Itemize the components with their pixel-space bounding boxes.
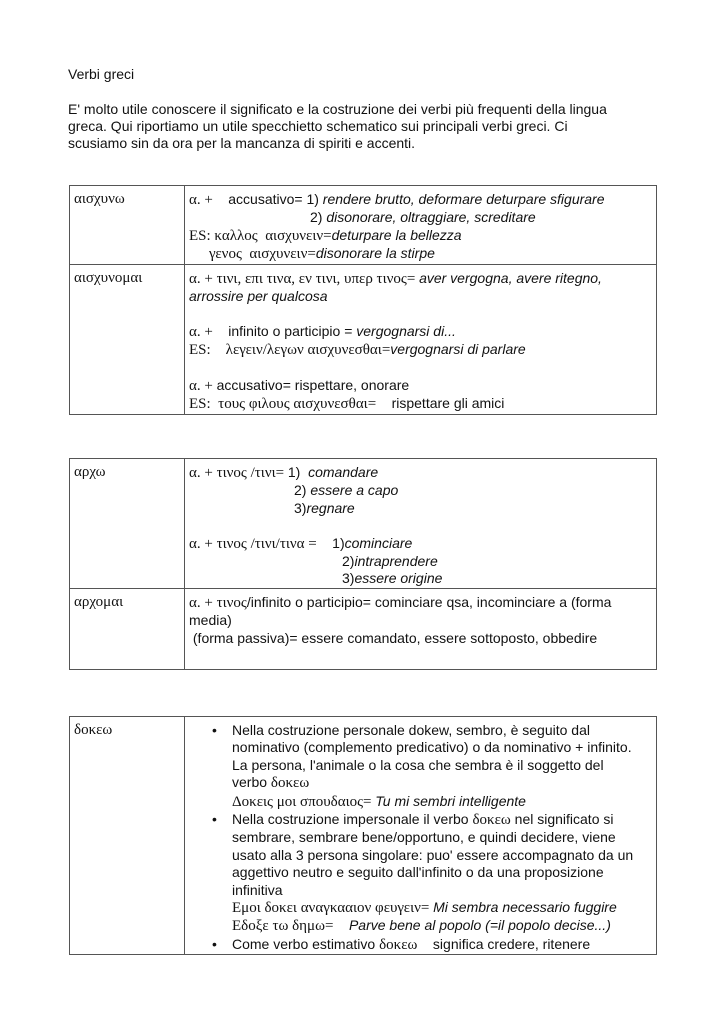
italic-meaning: intraprendere [354, 553, 438, 570]
verb-table-archo [69, 458, 657, 670]
greek-text: ES: καλλος αισχυνειν= [189, 227, 332, 244]
text-line [189, 535, 652, 553]
text-line [189, 899, 652, 917]
italic-meaning: disonorare, oltraggiare, screditare [326, 209, 536, 226]
text-line [189, 882, 652, 899]
text-line [189, 500, 652, 517]
greek-text: δοκεω [379, 936, 418, 953]
greek-text: α. + τινος /τινι/τινα = [189, 535, 321, 552]
intro-line: greca. Qui riportiamo un utile specchietto schematico sui principali verbi greci. Ci [68, 118, 568, 134]
text-line [189, 323, 652, 341]
greek-text: ES: λεγειν/λεγων αισχυνεσθαι= [189, 342, 391, 359]
text-line [189, 757, 652, 774]
italic-meaning: arrossire per qualcosa [189, 288, 328, 305]
italic-meaning: aver vergogna, avere ritegno, [419, 269, 602, 286]
verb-cell: αρχομαι [70, 588, 185, 669]
italic-meaning: deturpare la bellezza [331, 226, 462, 243]
intro-line: scusiamo sin da ora per la mancanza di spiriti e accenti. [68, 135, 416, 151]
text-line [189, 647, 652, 664]
italic-meaning: cominciare [344, 534, 413, 551]
text: significa credere, ritenere [417, 935, 591, 952]
text: infinito o participio = [216, 322, 357, 339]
text: verbo [232, 774, 271, 791]
italic-meaning: Mi sembra necessario fuggire [433, 899, 617, 916]
italic-meaning: regnare [306, 499, 355, 516]
construction-cell [185, 186, 657, 265]
greek-text: α. + [189, 378, 217, 395]
verb-cell: αισχυνομαι [70, 264, 185, 414]
text: /infinito o participio= cominciare qsa, incominciare a (forma [246, 593, 612, 610]
greek-text: Εδοξε τω δημω= [232, 918, 334, 935]
text-line [189, 917, 652, 935]
verb-table-dokeo [69, 716, 657, 955]
text-line [189, 594, 652, 612]
text-line [189, 245, 652, 263]
greek-text: Δοκεις μοι σπουδαιος= [232, 793, 376, 810]
text: nominativo (complemento predicativo) o da nominativo + infinito. [232, 739, 632, 756]
greek-text: δοκεω [472, 812, 511, 829]
text: media) [189, 612, 232, 629]
text-line [189, 288, 652, 305]
text: 3) [294, 499, 307, 516]
text: 1) [320, 534, 345, 551]
text: 2) [294, 482, 311, 499]
text-line [189, 270, 652, 288]
text: 2) [342, 553, 355, 570]
bullet-item [189, 936, 652, 954]
text-line [189, 517, 652, 534]
greek-text: δοκεω [270, 775, 310, 792]
table-row [70, 459, 657, 589]
text: Come verbo estimativo [232, 935, 380, 952]
text: 3) [342, 570, 355, 587]
verb-cell: δοκεω [70, 717, 185, 955]
text: (forma passiva)= essere comandato, essere sottoposto, obbedire [189, 629, 598, 646]
construction-cell [185, 588, 657, 669]
text-line [189, 377, 652, 395]
text: aggettivo neutro e seguito dall'infinito o da una proposizione [232, 864, 604, 881]
text-line [189, 864, 652, 881]
text: 2) [310, 209, 327, 226]
text: accusativo= rispettare, onorare [216, 377, 410, 394]
verb-cell: αρχω [70, 459, 185, 589]
document-title: Verbi greci [68, 66, 135, 82]
text-line [189, 395, 652, 413]
text: rispettare gli amici [379, 395, 505, 412]
italic-meaning: Tu mi sembri intelligente [375, 792, 526, 809]
text-line [189, 829, 652, 846]
italic-meaning: vergognarsi di parlare [390, 341, 526, 358]
text-line [189, 227, 652, 245]
greek-text: α. + τινος [189, 594, 247, 611]
text-line [189, 482, 652, 499]
text: 1) [287, 464, 309, 480]
text-line [189, 847, 652, 864]
italic-meaning: vergognarsi di... [356, 322, 456, 339]
table-row [70, 717, 657, 955]
intro-line: E' molto utile conoscere il significato e la costruzione dei verbi più frequenti della lingua [68, 101, 607, 117]
text: infinitiva [232, 881, 283, 898]
text-line [189, 360, 652, 377]
text: accusativo= 1) [216, 191, 323, 207]
text-line [189, 191, 652, 209]
text-line [189, 305, 652, 322]
text-line [189, 209, 652, 226]
italic-meaning: comandare [308, 464, 379, 480]
italic-meaning: rendere brutto, deformare deturpare sfigurare [322, 191, 605, 207]
italic-meaning: disonorare la stirpe [315, 245, 435, 262]
text-line [189, 793, 652, 811]
italic-meaning: Parve bene al popolo (=il popolo decise...) [333, 917, 611, 934]
text-line [189, 570, 652, 587]
text-line [189, 341, 652, 359]
text-line [189, 630, 652, 647]
text-line [189, 739, 652, 756]
text: Nella costruzione personale dokew, sembro, è seguito dal [232, 722, 590, 738]
greek-text: α. + τινος /τινι= [189, 465, 288, 481]
greek-text: γενος αισχυνειν= [209, 246, 316, 263]
bullet-item [189, 722, 652, 739]
text-line [189, 774, 652, 792]
text: Nella costruzione impersonale il verbo [232, 811, 473, 828]
italic-meaning: essere origine [354, 570, 443, 587]
verb-cell: αισχυνω [70, 186, 185, 265]
text: usato alla 3 persona singolare: puo' essere accompagnato da un [232, 846, 634, 863]
verb-table-aischuno [69, 185, 657, 415]
italic-meaning: essere a capo [310, 482, 399, 499]
text: sembrare, sembrare bene/opportuno, e quindi decidere, viene [232, 829, 616, 846]
text-line [189, 553, 652, 570]
construction-cell [185, 459, 657, 589]
greek-text: α. + [189, 192, 217, 208]
greek-text: Εμοι δοκει αναγκααιον φευγειν= [232, 900, 434, 917]
bullet-item [189, 811, 652, 829]
greek-text: α. + [189, 323, 217, 340]
table-row [70, 588, 657, 669]
construction-cell [185, 717, 657, 955]
greek-text: α. + τινι, επι τινα, εν τινι, υπερ τινος= [189, 270, 420, 287]
text-line [189, 464, 652, 482]
table-row [70, 186, 657, 265]
greek-text: ES: τους φιλους αισχυνεσθαι= [189, 396, 380, 413]
construction-cell [185, 264, 657, 414]
text: La persona, l'animale o la cosa che sembra è il soggetto del [232, 756, 604, 773]
text: nel significato si [510, 811, 614, 828]
text-line [189, 612, 652, 629]
table-row [70, 264, 657, 414]
